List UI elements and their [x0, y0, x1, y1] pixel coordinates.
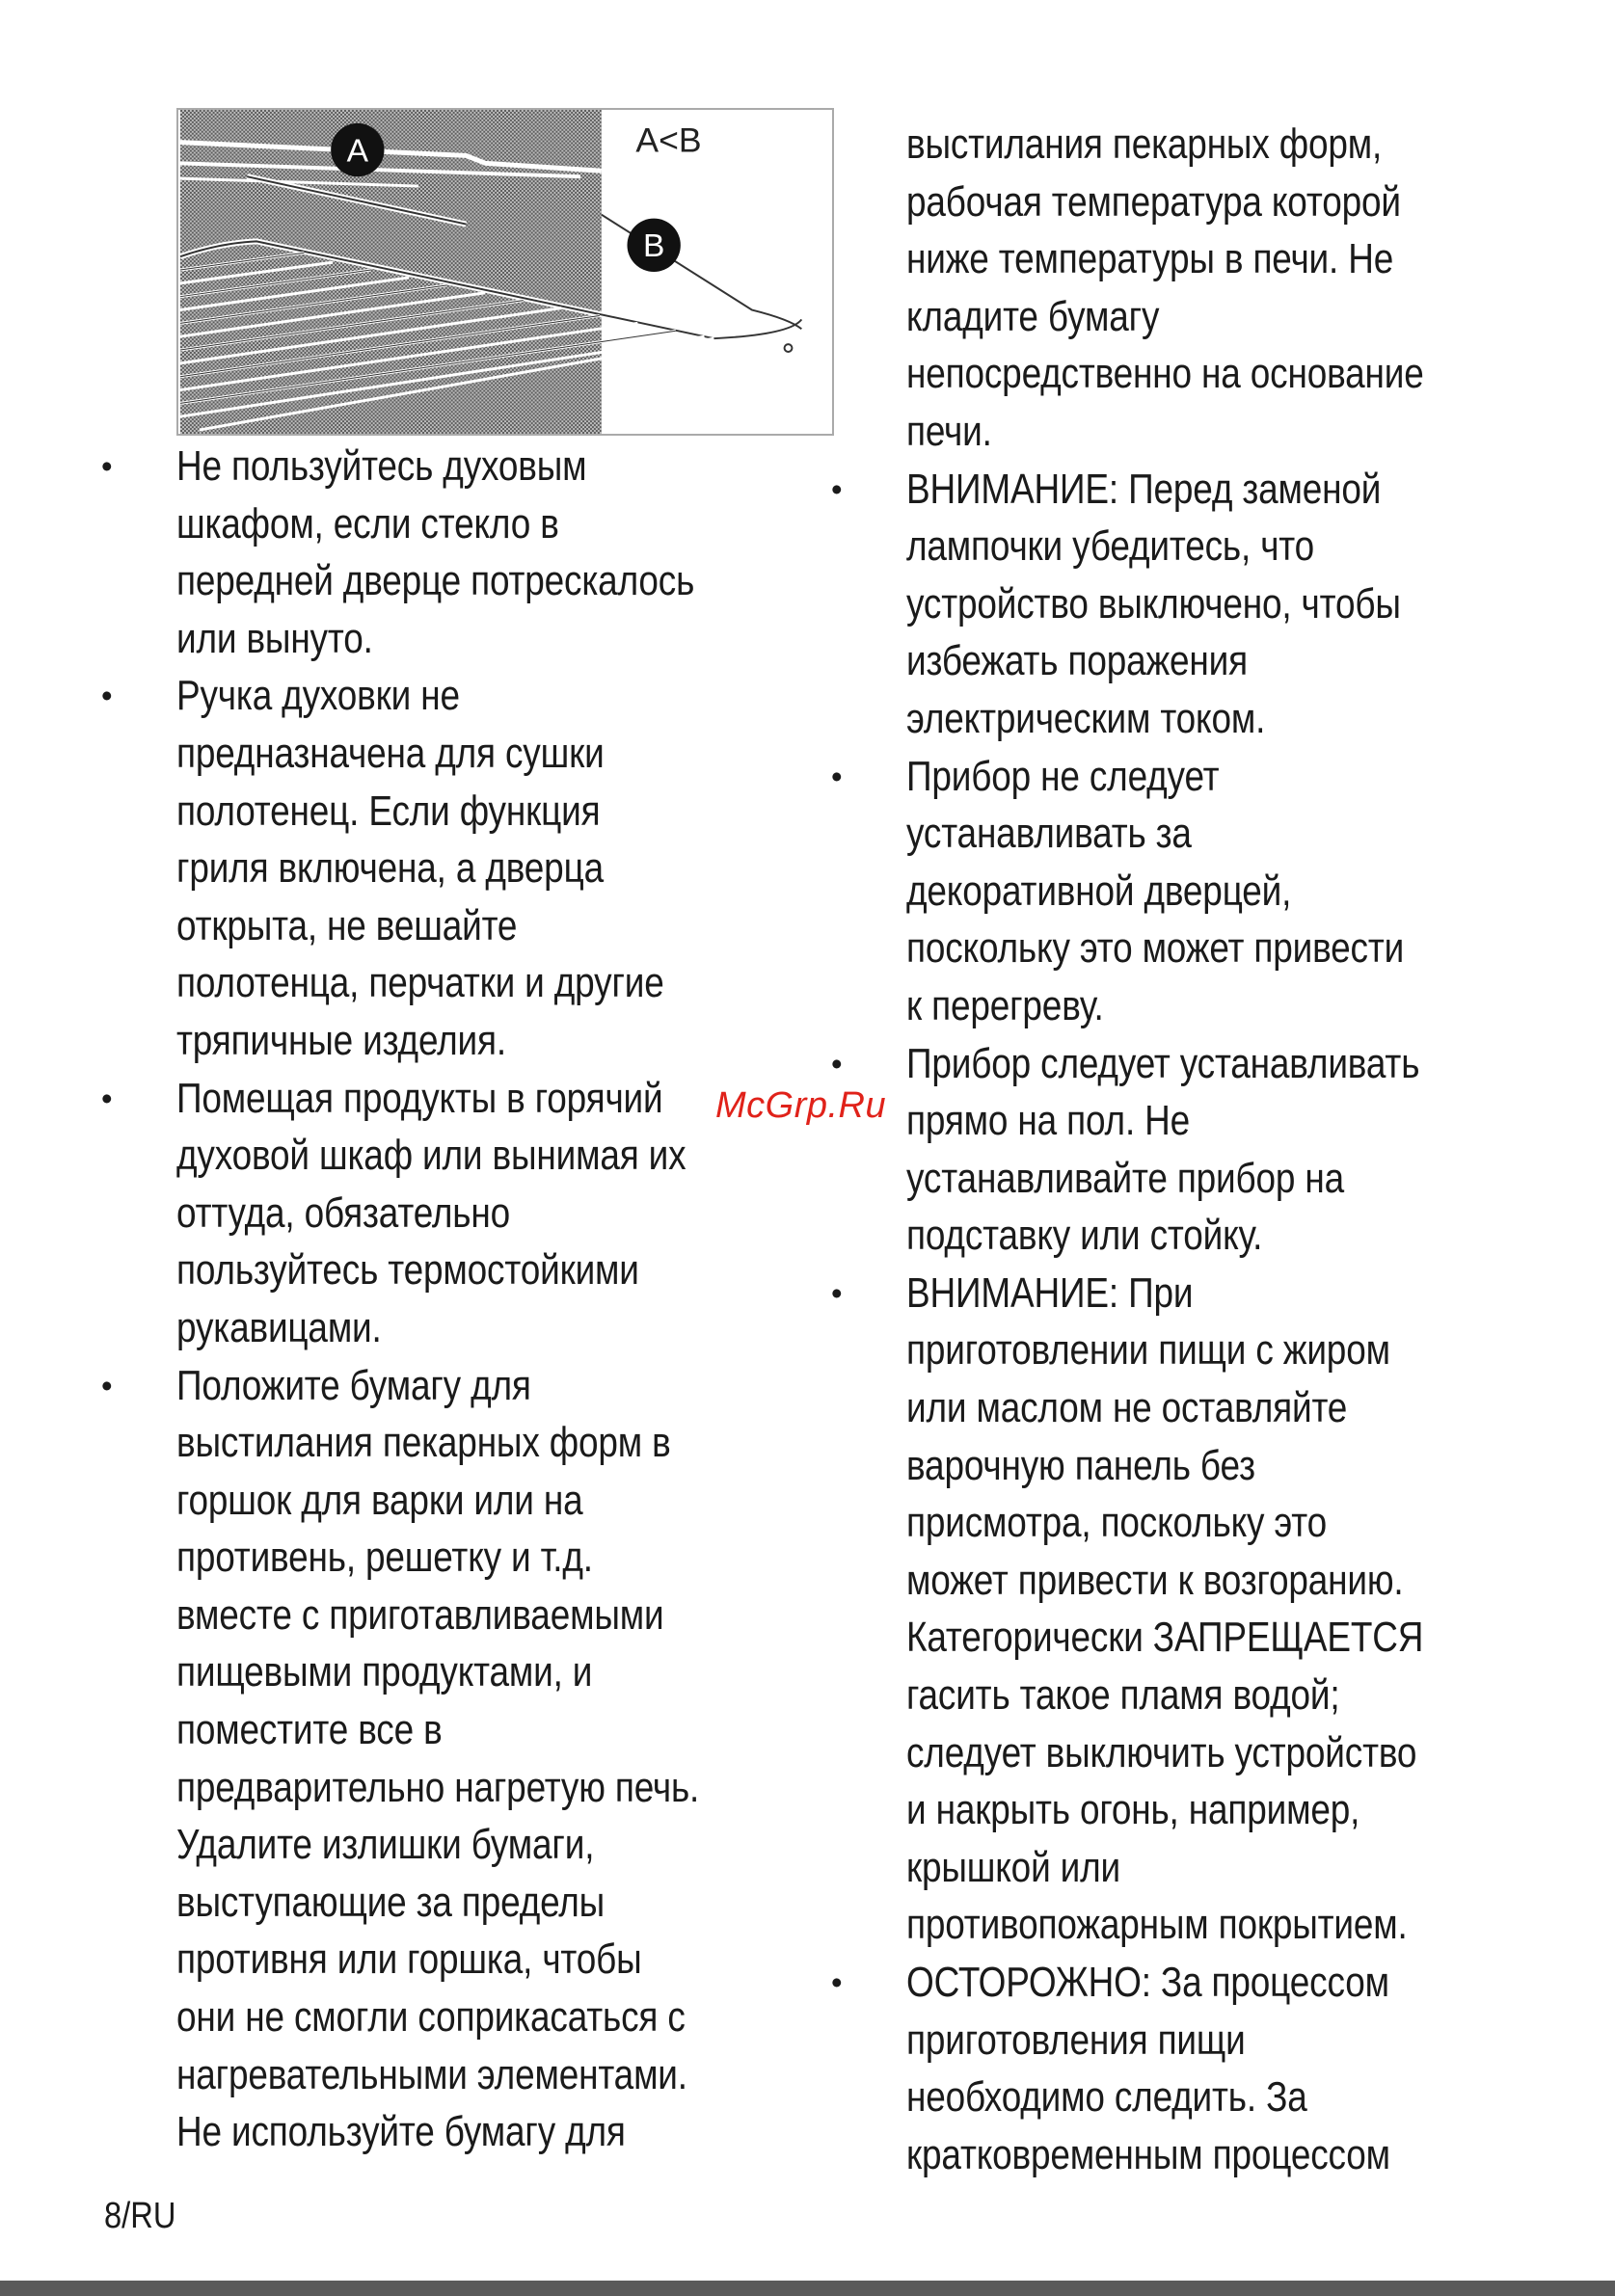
- list-item: [826, 1035, 1540, 1265]
- page-number: 8/RU: [104, 2196, 176, 2236]
- list-item: [826, 461, 1540, 748]
- list-item-text: Прибор следует устанавливать прямо на пол. Не устанавливайте прибор на подставку или стойку.: [906, 1039, 1420, 1260]
- list-item: [96, 1070, 810, 1357]
- bullet: •: [831, 1274, 843, 1311]
- list-item: [96, 1357, 810, 2161]
- list-item-text: Положите бумагу для выстилания пекарных форм в горшок для варки или на противень, решетку и т.д. вместе с приготавливаемыми пищевыми продуктами, и поместите все в предварительно нагретую печь. Удалите излишки бумаги, выступающие за пределы противня или горшка, чтобы они не смогли соприкасаться с нагревательными элементами. Не используйте бумагу для: [176, 1361, 700, 2156]
- label-a: A: [346, 133, 369, 170]
- list-item: [826, 1265, 1540, 1954]
- bullet: •: [831, 1964, 843, 2000]
- list-item-text: Не пользуйтесь духовым шкафом, если стекло в передней дверце потрескалось или вынуто.: [176, 442, 695, 662]
- left-column: [96, 438, 810, 2161]
- list-item: [96, 438, 810, 667]
- list-item: [826, 748, 1540, 1035]
- list-item: [826, 1954, 1540, 2183]
- figure-caption: A<B: [635, 120, 702, 160]
- continued-text: выстилания пекарных форм, рабочая температура которой ниже температуры в печи. Не кладите бумагу непосредственно на основание печи.: [906, 120, 1424, 455]
- label-b: B: [642, 228, 665, 265]
- bullet: •: [101, 1367, 113, 1403]
- list-item-text: Помещая продукты в горячий духовой шкаф или вынимая их оттуда, обязательно пользуйтесь термостойкими рукавицами.: [176, 1074, 686, 1351]
- bullet: •: [831, 758, 843, 794]
- oven-rack-illustration: [176, 108, 834, 436]
- list-item-text: ВНИМАНИЕ: Перед заменой лампочки убедитесь, что устройство выключено, чтобы избежать поражения электрическим током.: [906, 465, 1401, 742]
- list-item-text: Ручка духовки не предназначена для сушки полотенец. Если функция гриля включена, а дверца открыта, не вешайте полотенца, перчатки и другие тряпичные изделия.: [176, 672, 664, 1064]
- list-item-text: Прибор не следует устанавливать за декоративной дверцей, поскольку это может привести к перегреву.: [906, 752, 1405, 1029]
- bullet: •: [101, 678, 113, 714]
- bullet: •: [831, 1045, 843, 1081]
- right-column: [826, 116, 1540, 2183]
- bullet: •: [831, 470, 843, 507]
- list-item-text: ВНИМАНИЕ: При приготовлении пищи с жиром или маслом не оставляйте варочную панель без присмотра, поскольку это может привести к возгоранию. Категорически ЗАПРЕЩАЕТСЯ гасить такое пламя водой; следует выключить устройство и накрыть огонь, например, крышкой или противопожарным покрытием.: [906, 1268, 1424, 1949]
- list-item-text: ОСТОРОЖНО: За процессом приготовления пищи необходимо следить. За кратковременным процессом: [906, 1959, 1390, 2178]
- bottom-divider: [0, 2281, 1615, 2296]
- bullet: •: [101, 1080, 113, 1116]
- bullet: •: [101, 448, 113, 484]
- watermark: McGrp.Ru: [715, 1085, 887, 1126]
- continued-paragraph: [826, 116, 1540, 461]
- list-item: [96, 667, 810, 1069]
